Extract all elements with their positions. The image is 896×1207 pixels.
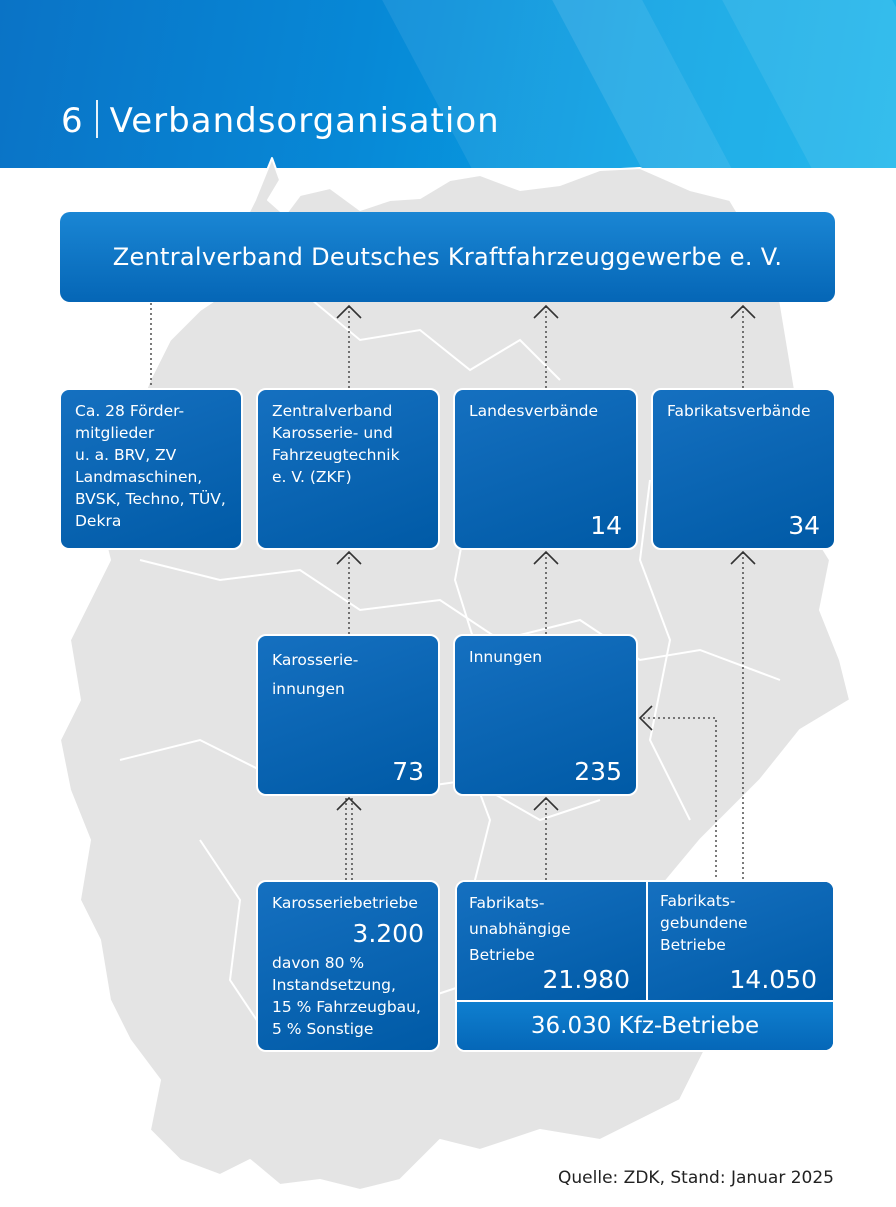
text-line: gebundene: [660, 914, 748, 932]
box-landesverbaende-count: 14: [590, 511, 622, 540]
text-line: Betriebe: [660, 936, 726, 954]
chapter-number: 6: [61, 101, 84, 141]
kfz-betriebe-total: 36.030 Kfz-Betriebe: [457, 1002, 833, 1050]
cell-fabrikatsunabhaengige-betriebe: [457, 882, 646, 1000]
text-line: Betriebe: [469, 946, 535, 964]
text-line: Dekra: [75, 512, 122, 530]
text-line: BVSK, Techno, TÜV,: [75, 490, 226, 508]
text-line: innungen: [272, 680, 345, 698]
text-line: Karosserie-: [272, 651, 359, 669]
text-line: davon 80 %: [272, 954, 365, 972]
text-line: Fabrikatsverbände: [667, 402, 811, 420]
text-line: Landmaschinen,: [75, 468, 203, 486]
cell-gebundene-label: [660, 890, 748, 956]
text-line: e. V. (ZKF): [272, 468, 352, 486]
box-kfz-betriebe: [455, 880, 835, 1052]
chapter-title: Verbandsorganisation: [109, 101, 500, 141]
box-fabrikatsverbaende-label: [667, 400, 824, 422]
box-foerdermitglieder: [59, 388, 243, 550]
text-line: u. a. BRV, ZV: [75, 446, 177, 464]
connector-gebundene-innungen: [642, 718, 716, 882]
box-innungen: [453, 634, 638, 796]
arrowhead-innungen-left: [640, 706, 652, 730]
cell-unabhaengige-count: 21.980: [542, 965, 630, 994]
text-line: Zentralverband: [272, 402, 393, 420]
box-karosserieinnungen-label: [272, 646, 428, 704]
box-innungen-label: [469, 646, 626, 668]
text-line: 5 % Sonstige: [272, 1020, 374, 1038]
text-line: Fabrikats-: [469, 894, 545, 912]
source-note: Quelle: ZDK, Stand: Januar 2025: [558, 1168, 834, 1188]
zdk-main-box: [60, 212, 835, 302]
cell-gebundene-count: 14.050: [729, 965, 817, 994]
text-line: Fahrzeugtechnik: [272, 446, 400, 464]
text-line: Innungen: [469, 648, 543, 666]
text-line: 15 % Fahrzeugbau,: [272, 998, 421, 1016]
box-zkf-label: [272, 400, 428, 488]
box-landesverbaende: [453, 388, 638, 550]
box-fabrikatsverbaende-count: 34: [788, 511, 820, 540]
box-karosseriebetriebe-count: 3.200: [352, 919, 424, 948]
cell-fabrikatsgebundene-betriebe: [648, 882, 833, 1000]
cell-unabhaengige-label: [469, 890, 571, 968]
text-line: Instandsetzung,: [272, 976, 396, 994]
text-line: unabhängige: [469, 920, 571, 938]
box-karosseriebetriebe-label: Karosseriebetriebe: [272, 894, 418, 912]
box-zkf: [256, 388, 440, 550]
box-innungen-count: 235: [574, 757, 622, 786]
text-line: Landesverbände: [469, 402, 599, 420]
text-line: Fabrikats-: [660, 892, 736, 910]
box-karosserieinnungen: [256, 634, 440, 796]
box-landesverbaende-label: [469, 400, 626, 422]
box-karosseriebetriebe: [256, 880, 440, 1052]
text-line: Ca. 28 Förder-: [75, 402, 185, 420]
box-karosserieinnungen-count: 73: [392, 757, 424, 786]
arrowhead-karosseriebetriebe: [337, 798, 361, 810]
zdk-label: Zentralverband Deutsches Kraftfahrzeuggewerbe e. V.: [112, 243, 783, 271]
box-foerdermitglieder-label: [75, 400, 231, 532]
box-karosseriebetriebe-details: [272, 952, 421, 1040]
text-line: mitglieder: [75, 424, 155, 442]
box-fabrikatsverbaende: [651, 388, 836, 550]
text-line: Karosserie- und: [272, 424, 393, 442]
